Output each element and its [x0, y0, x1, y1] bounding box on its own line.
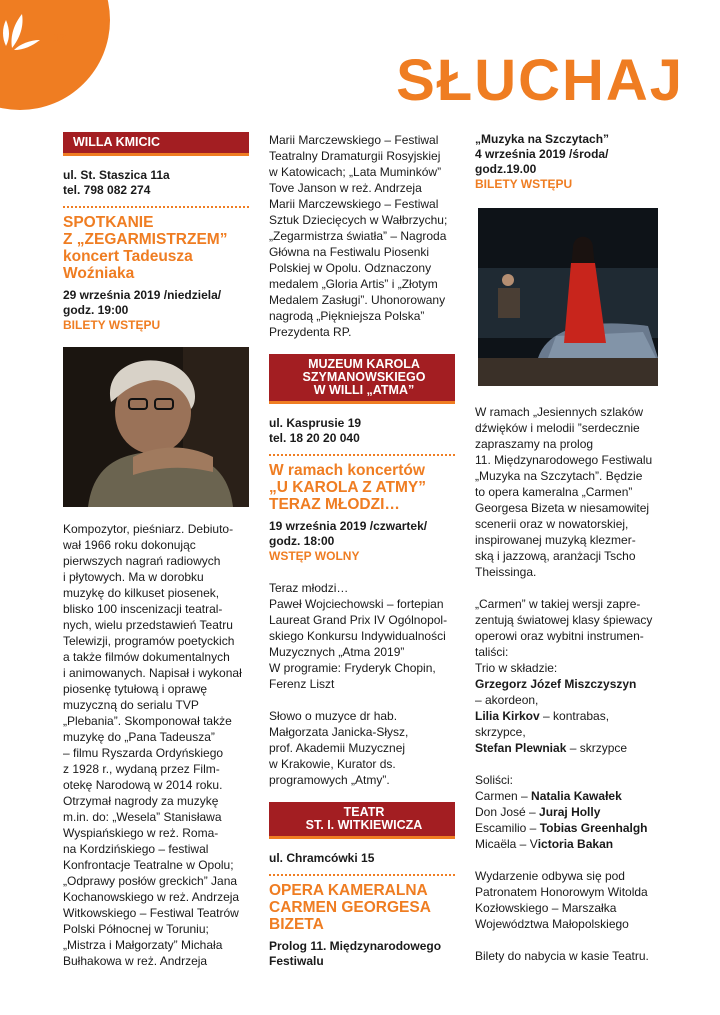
program-text: Teraz młodzi… Paweł Wojciechowski – fortepian Laureat Grand Prix IV Ogólnopol- skiego Konkursu Indywidualności Muzycznych „Atma 2019” W programie: Fryderyk Chopin, Ferenz Liszt Słowo o muzyce dr hab. Małgorzata Janicka-Słysz, prof. Akademii Muzycznej w Krakowie, Kurator ds. programowych „Atmy”.	[269, 581, 448, 787]
soloists-label: Soliści:	[475, 773, 514, 787]
venue-address: ul. St. Staszica 11a tel. 798 082 274	[63, 168, 170, 197]
performer-role: – skrzypce	[566, 741, 628, 755]
event-title-2: OPERA KAMERALNA CARMEN GEORGESA BIZETA	[269, 882, 431, 933]
venue-bar: WILLA KMICIC	[63, 132, 249, 156]
venue-bar: MUZEUM KAROLA SZYMANOWSKIEGO W WILLI „ATMA”	[269, 354, 455, 404]
column-3	[475, 132, 661, 980]
page-number: 17	[53, 31, 67, 45]
performer-name: Lilia Kirkov	[475, 709, 540, 723]
performer-name: Grzegorz Józef Miszczyszyn	[475, 677, 637, 691]
corner-decoration	[0, 0, 110, 110]
opera-stage-photo	[475, 208, 661, 386]
bio-text: Kompozytor, pieśniarz. Debiuto- wał 1966 roku dokonując pierwszych nagrań radiowych i płytowych. Ma w dorobku muzykę do kilkuset piosenek, blisko 100 inscenizacji teatral- nych, wielu przedstawień Teatru Telewizji, programów poetyckich a także filmów dokumentalnych i animowanych. Napisał i wykonał piosenkę tytułową i oprawę muzyczną do serialu TVP „Plebania”. Skomponował także muzykę do „Pana Tadeusza” – filmu Ryszarda Ordyńskiego z 1928 r., wydaną przez Film- otekę Narodową w 2014 roku. Otrzymał nagrody za muzykę m.in. do: „Wesela” Stanisława Wyspiańskiego w reż. Roma- na Kordzińskiego – festiwal Konfrontacje Teatralne w Opolu; „Odprawy posłów greckich” Jana Kochanowskiego w reż. Andrzeja Witkowskiego – Festiwal Teatrów Polski Północnej w Toruniu; „Mistrza i Małgorzaty” Michała Bułhakowa w reż. Andrzeja	[63, 522, 242, 968]
dotted-divider	[269, 874, 455, 876]
dotted-divider	[269, 454, 455, 456]
tickets-label: BILETY WSTĘPU	[475, 177, 573, 191]
event-title: SPOTKANIE Z „ZEGARMISTRZEM” koncert Tadeusza Woźniaka	[63, 214, 228, 282]
admission-label: WSTĘP WOLNY	[269, 549, 360, 563]
portrait-photo	[63, 347, 249, 507]
column-1	[63, 132, 249, 969]
performer-name: Stefan Plewniak	[475, 741, 567, 755]
bio-continuation: Marii Marczewskiego – Festiwal Teatralny Dramaturgii Rosyjskiej w Katowicach; „Lata Muminków” Tove Janson w reż. Andrzeja Marii Marczewskiego – Festiwal Sztuk Dziecięcych w Wałbrzychu; „Zegarmistrza światła” – Nagroda Główna na Festiwalu Piosenki Polskiej w Opolu. Odznaczony medalem „Gloria Artis” i „Złotym Medalem Zasługi”. Uhonorowany nagrodą „Piękniejsza Polska” Prezydenta RP.	[269, 133, 448, 339]
tickets-label: BILETY WSTĘPU	[63, 318, 161, 332]
leaf-logo-icon	[0, 0, 60, 60]
event-title: W ramach koncertów „U KAROLA Z ATMY” TERAZ MŁODZI…	[269, 462, 426, 513]
column-2	[269, 132, 455, 969]
performer-role: – akordeon,	[475, 693, 539, 707]
event-date: 19 września 2019 /czwartek/ godz. 18:00	[269, 519, 428, 548]
section-title: SŁUCHAJ	[396, 48, 684, 113]
closing-note: Bilety do nabycia w kasie Teatru.	[475, 949, 649, 963]
festival-text: W ramach „Jesiennych szlaków dźwięków i melodii ”serdecznie zapraszamy na prolog 11. Międzynarodowego Festiwalu „Muzyka na Szczytach”. Będzie to opera kameralna „Carmen” Georgesa Bizeta w niesamowitej scenerii oraz w nowatorskiej, inspirowanej muzyką klezmer- ską i jazzową, aranżacji Tscho Theissinga. „Carmen” w takiej wersji zapre- zentują światowej klasy śpiewacy operowi oraz wybitni instrumen- taliści: Trio w składzie: Grzegorz Józef Miszczyszyn – akordeon, Lilia Kirkov – kontrabas, skrzypce, Stefan Plewniak – skrzypce Soliści: Carmen – Natalia Kawałek Don José – Juraj Holly Escamilio – Tobias Greenhalgh Micaëla – Victoria Bakan Wydarzenie odbywa się pod Patronatem Honorowym Witolda Kozłowskiego – Marszałka Województwa Małopolskiego Bilety do nabycia w kasie Teatru.	[475, 404, 661, 964]
dotted-divider	[63, 206, 249, 208]
venue-address: ul. Kasprusie 19 tel. 18 20 20 040	[269, 416, 362, 445]
event-date: 29 września 2019 /niedziela/ godz. 19:00	[63, 288, 222, 317]
venue-address-2: ul. Chramcówki 15	[269, 851, 375, 865]
venue-bar-2: TEATR ST. I. WITKIEWICZA	[269, 802, 455, 839]
festival-heading: „Muzyka na Szczytach” 4 września 2019 /środa/ godz.19.00	[475, 132, 610, 176]
performer-role: – kontrabas, skrzypce,	[475, 709, 610, 739]
prolog-label: Prolog 11. Międzynarodowego Festiwalu	[269, 939, 442, 968]
